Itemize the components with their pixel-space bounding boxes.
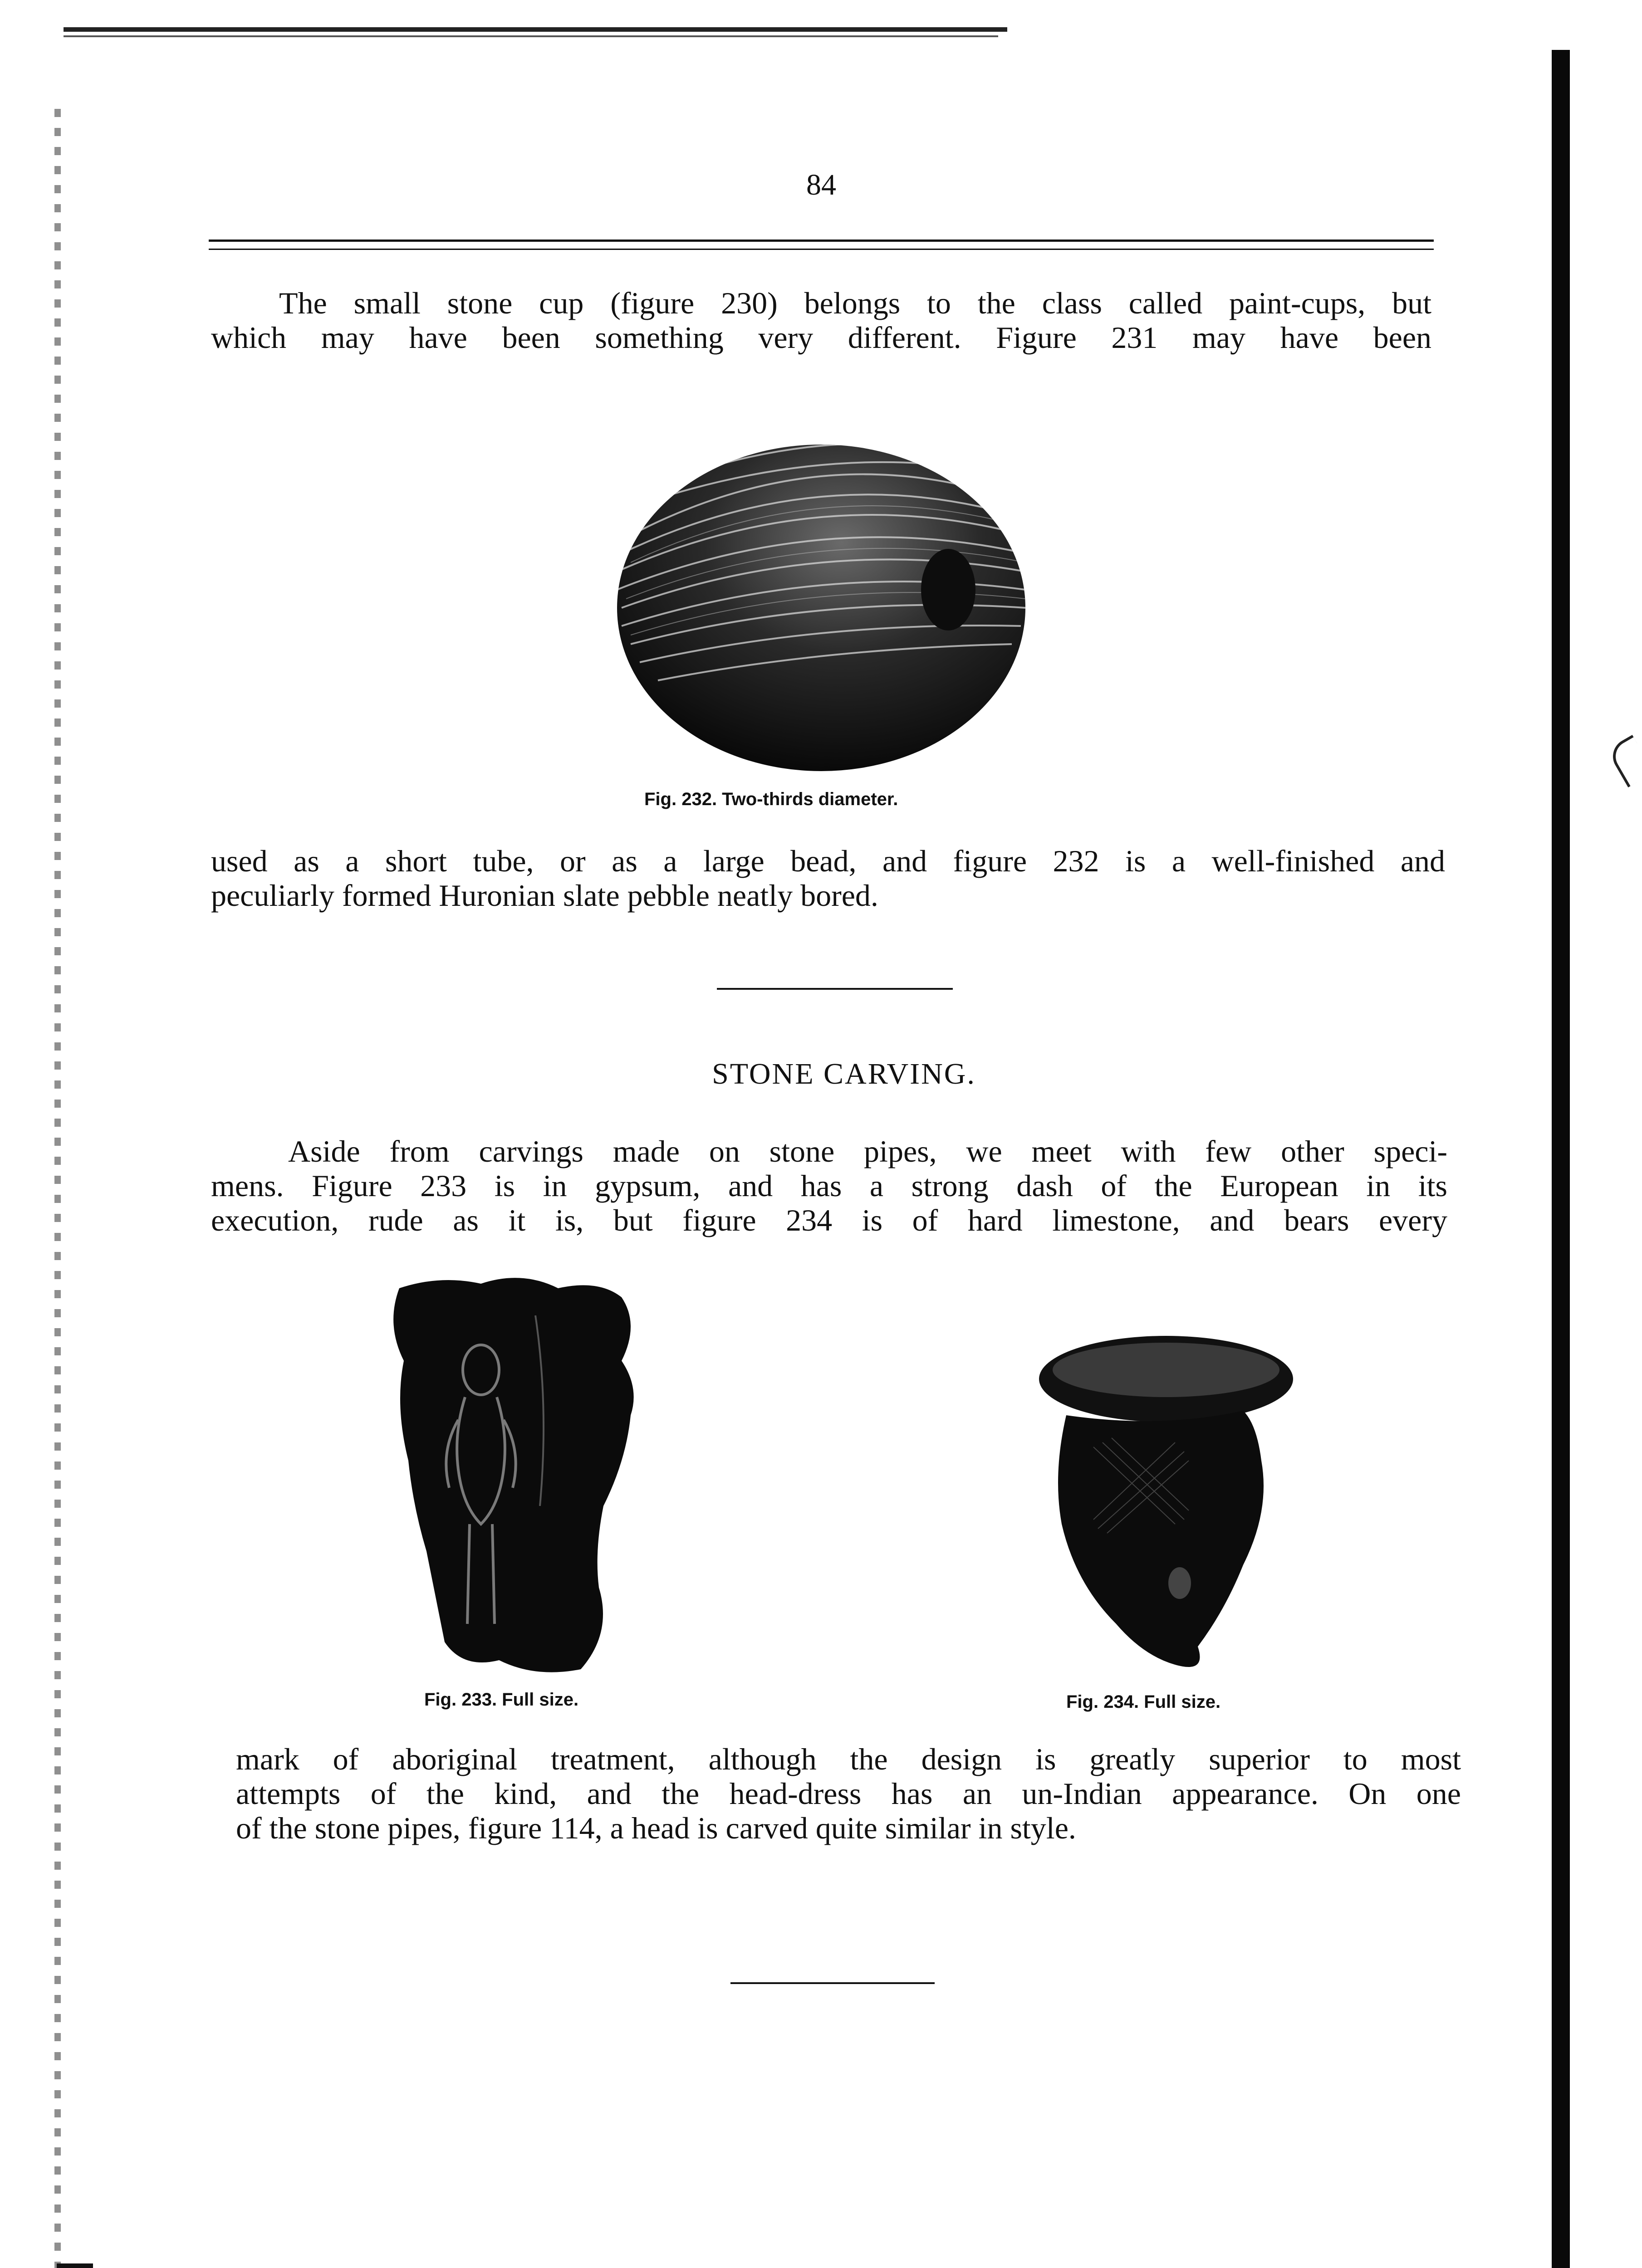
top-border-rule [64, 27, 1007, 32]
figure-234-head-image [1025, 1329, 1307, 1683]
paragraph-2-line-1: used as a short tube, or as a large bead, and figure 232 is a well-finished and [211, 844, 1445, 878]
header-rule-bottom [209, 249, 1434, 250]
paragraph-4-line-1: mark of aboriginal treatment, although the design is greatly superior to most [236, 1742, 1461, 1776]
paragraph-1-line-2: which may have been something very different. Figure 231 may have been [211, 320, 1431, 355]
page-number: 84 [806, 168, 836, 201]
figure-233-caption: Fig. 233. Full size. [424, 1690, 579, 1710]
paragraph-3-line-1: Aside from carvings made on stone pipes, we meet with few other speci- [288, 1134, 1447, 1168]
paragraph-3-line-2: mens. Figure 233 is in gypsum, and has a strong dash of the European in its [211, 1168, 1447, 1203]
figure-234-caption: Fig. 234. Full size. [1066, 1692, 1221, 1712]
right-binding-edge [1552, 50, 1570, 2268]
left-binding-edge [54, 109, 61, 2268]
header-rule-top [209, 240, 1434, 242]
figure-232-pebble-image [603, 417, 1039, 780]
paragraph-1 [211, 286, 1431, 355]
paragraph-4-line-2: attempts of the kind, and the head-dress has an un-Indian appearance. On one [236, 1776, 1461, 1811]
section-divider [717, 988, 953, 990]
paragraph-4-line-3: of the stone pipes, figure 114, a head is carved quite similar in style. [236, 1811, 1076, 1845]
paragraph-3 [211, 1134, 1447, 1237]
paragraph-2 [211, 844, 1445, 913]
end-divider [730, 1982, 935, 1984]
left-corner-mark [57, 2263, 93, 2268]
figure-232-caption: Fig. 232. Two-thirds diameter. [644, 789, 898, 809]
paragraph-1-line-1: The small stone cup (figure 230) belongs to the class called paint-cups, but [279, 286, 1431, 320]
section-heading: STONE CARVING. [712, 1057, 976, 1090]
paragraph-2-line-2: peculiarly formed Huronian slate pebble neatly bored. [211, 878, 878, 913]
figure-233-carving-image [386, 1270, 667, 1678]
margin-pencil-mark [1606, 735, 1642, 787]
paragraph-4 [236, 1742, 1461, 1845]
paragraph-3-line-3: execution, rude as it is, but figure 234 is of hard limestone, and bears every [211, 1203, 1447, 1237]
top-border-rule-thin [64, 35, 998, 37]
